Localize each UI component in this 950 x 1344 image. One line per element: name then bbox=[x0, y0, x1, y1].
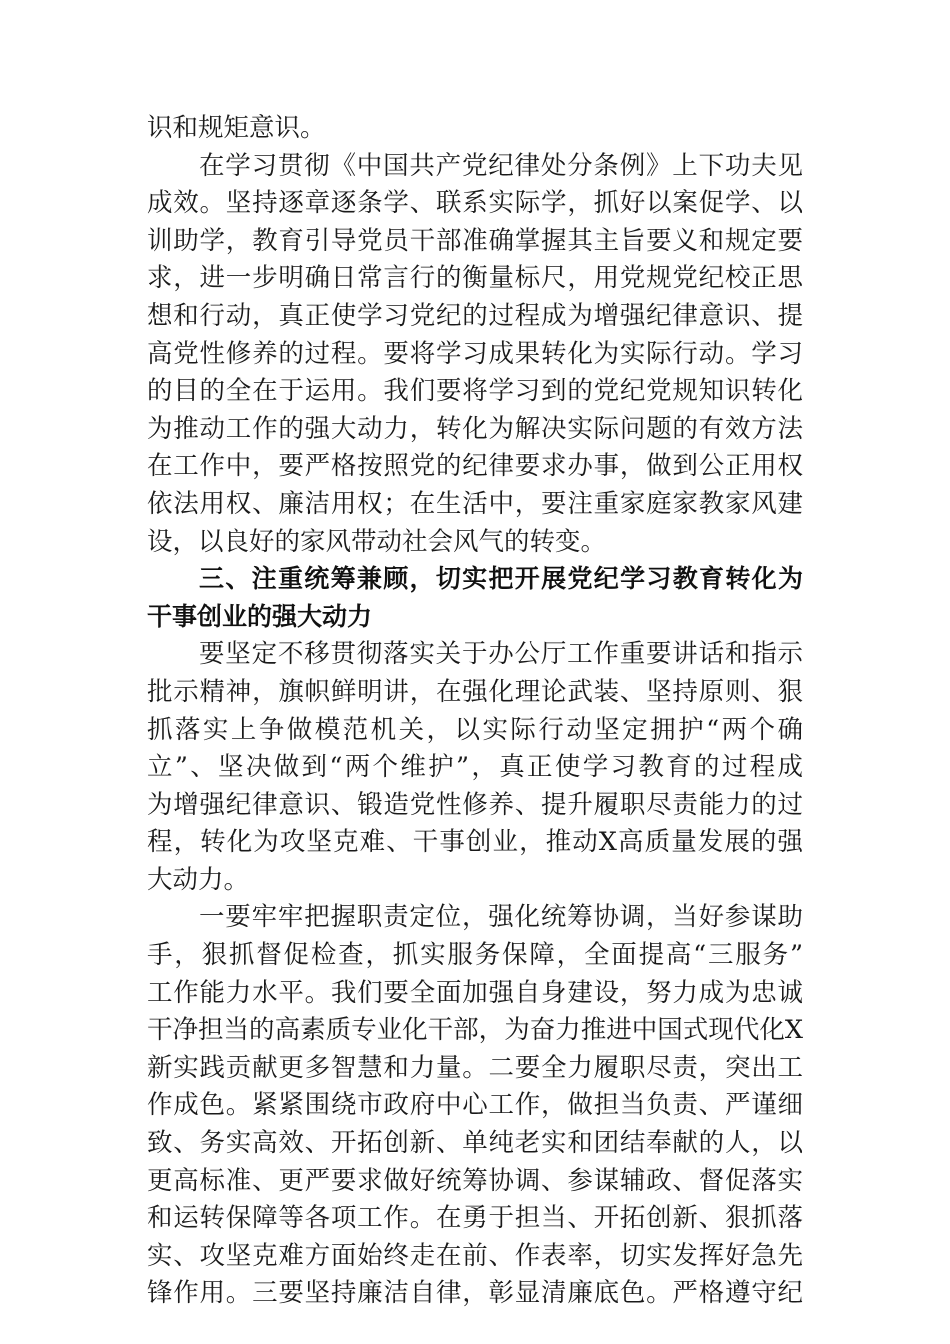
text-line: 识和规矩意识。 bbox=[147, 113, 326, 143]
text-line: 干净担当的高素质专业化干部，为奋力推进中国式现代化X bbox=[147, 1015, 803, 1045]
text-line: 的目的全在于运用。我们要将学习到的党纪党规知识转化 bbox=[147, 376, 803, 406]
text-line: 一要牢牢把握职责定位，强化统筹协调，当好参谋助 bbox=[199, 902, 803, 932]
text-line: 依法用权、廉洁用权；在生活中，要注重家庭家教家风建 bbox=[147, 489, 803, 519]
text-line: 锋作用。三要坚持廉洁自律，彰显清廉底色。严格遵守纪 bbox=[147, 1278, 803, 1308]
text-line: 工作能力水平。我们要全面加强自身建设，努力成为忠诚 bbox=[147, 978, 803, 1008]
text-line: 训助学，教育引导党员干部准确掌握其主旨要义和规定要 bbox=[147, 226, 803, 256]
text-line: 和运转保障等各项工作。在勇于担当、开拓创新、狠抓落 bbox=[147, 1203, 803, 1233]
text-line: 更高标准、更严要求做好统筹协调、参谋辅政、督促落实 bbox=[147, 1166, 803, 1196]
text-line: 要坚定不移贯彻落实关于办公厅工作重要讲话和指示 bbox=[199, 639, 803, 669]
text-line: 设，以良好的家风带动社会风气的转变。 bbox=[147, 527, 607, 557]
text-line: 立”、坚决做到“两个维护”，真正使学习教育的过程成 bbox=[147, 752, 803, 782]
section-heading: 三、注重统筹兼顾，切实把开展党纪学习教育转化为 bbox=[199, 564, 803, 593]
text-line: 手，狠抓督促检查，抓实服务保障，全面提高“三服务” bbox=[147, 940, 803, 970]
text-line: 求，进一步明确日常言行的衡量标尺，用党规党纪校正思 bbox=[147, 263, 803, 293]
text-line: 大动力。 bbox=[147, 865, 250, 895]
text-line: 为增强纪律意识、锻造党性修养、提升履职尽责能力的过 bbox=[147, 790, 803, 820]
text-line: 作成色。紧紧围绕市政府中心工作，做担当负责、严谨细 bbox=[147, 1090, 803, 1120]
text-line: 抓落实上争做模范机关，以实际行动坚定拥护“两个确 bbox=[147, 715, 803, 745]
text-line: 程，转化为攻坚克难、干事创业，推动X高质量发展的强 bbox=[147, 827, 803, 857]
text-line: 新实践贡献更多智慧和力量。二要全力履职尽责，突出工 bbox=[147, 1053, 803, 1083]
text-line: 在学习贯彻《中国共产党纪律处分条例》上下功夫见 bbox=[199, 151, 803, 181]
text-line: 实、攻坚克难方面始终走在前、作表率，切实发挥好急先 bbox=[147, 1241, 803, 1271]
section-heading: 干事创业的强大动力 bbox=[147, 602, 373, 631]
text-line: 批示精神，旗帜鲜明讲，在强化理论武装、坚持原则、狠 bbox=[147, 677, 803, 707]
text-line: 在工作中，要严格按照党的纪律要求办事，做到公正用权 bbox=[147, 451, 803, 481]
text-line: 成效。坚持逐章逐条学、联系实际学，抓好以案促学、以 bbox=[147, 188, 803, 218]
text-line: 为推动工作的强大动力，转化为解决实际问题的有效方法 bbox=[147, 414, 803, 444]
text-line: 高党性修养的过程。要将学习成果转化为实际行动。学习 bbox=[147, 339, 803, 369]
text-line: 想和行动，真正使学习党纪的过程成为增强纪律意识、提 bbox=[147, 301, 803, 331]
text-line: 致、务实高效、开拓创新、单纯老实和团结奉献的人，以 bbox=[147, 1128, 803, 1158]
